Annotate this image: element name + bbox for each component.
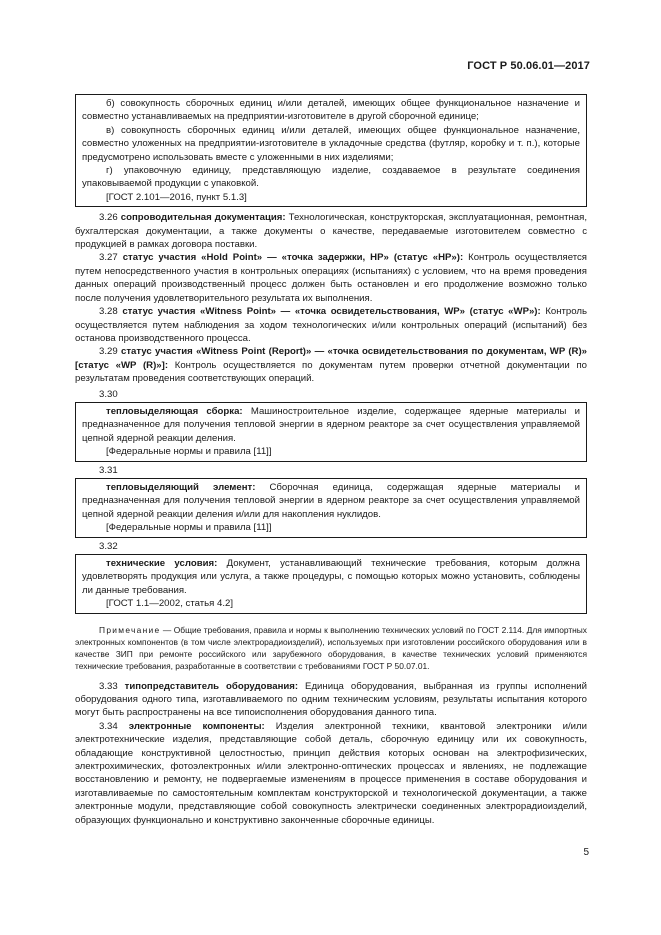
- definition-3-29: 3.29 статус участия «Witness Point (Report)» — «точка освидетельствования по документам, WP (R)» [статус «WP (R)»]: Контроль осуществляется по документам путем проверки отчетной документации по результатам проведения соответствующих операций.: [75, 346, 587, 385]
- term: тепловыделяющий элемент:: [106, 481, 256, 493]
- clause-number-3-32: 3.32: [99, 540, 118, 552]
- source-reference: [Федеральные нормы и правила [11]]: [106, 522, 272, 534]
- term: сопроводительная документация:: [120, 212, 286, 224]
- definition-box-3-32: [75, 554, 587, 614]
- clause-number-3-31: 3.31: [99, 464, 118, 476]
- source-reference: [Федеральные нормы и правила [11]]: [106, 446, 272, 458]
- definition-box-3-30: [75, 402, 587, 462]
- term: статус участия «Witness Point» — «точка освидетельствования, WP» (статус «WP»):: [122, 306, 541, 318]
- definition-3-26: 3.26 сопроводительная документация: Технологическая, конструкторская, эксплуатационная, ремонтная, бухгалтерская документации, а также документы о качестве, передаваемые изготовителем совместно с продукцией в рамках договора поставки.: [75, 212, 588, 251]
- note: Примечание — Общие требования, правила и нормы к выполнению технических условий по ГОСТ 2.114. Для импортных электронных компонентов (в том числе электрорадиоизделий), используемых при изготовлении российского оборудования или в качестве ЗИП при ремонте российского или зарубежного оборудования, в качестве технических условий применяются технические требования, разработанные в соответствии с требованиями ГОСТ Р 50.07.01.: [75, 624, 587, 671]
- list-item-v: в) совокупность сборочных единиц и/или деталей, имеющих общее функциональное назначение, совместно уложенных на предприятии-изготовителе в укладочные средства (футляр, коробку и т. п.), которые предусмотрено использовать вместе с уложенными в них изделиями;: [82, 124, 580, 163]
- definition-box-3-31: [75, 478, 587, 538]
- clause-number-3-30: 3.30: [99, 388, 118, 400]
- definition-3-27: 3.27 статус участия «Hold Point» — «точка задержки, HP» (статус «HP»): Контроль осуществляется путем непосредственного участия в контрольных операциях (испытаниях) с условием, что на время проведения данных операций производственный процесс должен быть остановлен и его продолжение возможно только после получения удовлетворительного результата их выполнения.: [75, 252, 587, 304]
- definition-text: тепловыделяющая сборка: Машиностроительное изделие, содержащее ядерные материалы и предназначенное для получения тепловой энергии в ядерном реакторе за счет осуществления управляемой цепной ядерной реакции деления.: [82, 405, 580, 444]
- term: электронные компоненты:: [128, 720, 265, 732]
- definition-continuation-box: [75, 94, 587, 207]
- term: типопредставитель оборудования:: [124, 680, 299, 692]
- term: статус участия «Witness Point (Report)» — «точка освидетельствования по документам, WP (R)» [статус «WP (R)»]:: [75, 346, 587, 371]
- note-label: Примечание: [99, 624, 161, 635]
- term: технические условия:: [106, 558, 218, 569]
- document-code-header: ГОСТ Р 50.06.01—2017: [467, 60, 590, 72]
- page-number: 5: [583, 847, 589, 858]
- definition-3-28: 3.28 статус участия «Witness Point» — «точка освидетельствования, WP» (статус «WP»): Контроль осуществляется путем наблюдения за ходом технологических и/или контрольных операций (испытаний) без останова производственного процесса.: [75, 306, 587, 344]
- term: статус участия «Hold Point» — «точка задержки, HP» (статус «HP»):: [122, 252, 464, 264]
- list-item-b: б) совокупность сборочных единиц и/или деталей, имеющих общее функциональное назначение и совместно устанавливаемых на предприятии-изготовителе в другой сборочной единице;: [82, 98, 580, 123]
- list-item-g: г) упаковочную единицу, представляющую изделие, создаваемое в результате соединения упаковываемой продукции с упаковкой.: [82, 165, 580, 190]
- source-reference: [ГОСТ 1.1—2002, статья 4.2]: [106, 598, 233, 610]
- definition-text: технические условия: Документ, устанавливающий технические требования, которым должна удовлетворять продукция или услуга, а также процедуры, с помощью которых можно установить, соблюдены ли данные требования.: [82, 558, 580, 596]
- term: тепловыделяющая сборка:: [106, 405, 243, 417]
- definition-3-34: 3.34 электронные компоненты: Изделия электронной техники, квантовой электроники и/или электротехнические изделия, представляющие собой деталь, сборочную единицу или их совокупность, обладающие конструктивной целостностью, принцип действия которых основан на электрофизических, электрохимических, фотоэлектронных и/или электронно-оптических процессах и явлениях, не подлежащие восстановлению и ремонту, не подвергаемые изменениям в процессе применения в составе оборудования и изготавливаемые по самостоятельным комплектам конструкторской и технологической документации, а также электронные модули, представляющие собой совокупность электрически соединенных электрорадиоизделий, образующих функционально и конструктивно законченные сборочные единицы.: [75, 720, 587, 826]
- definition-3-33: 3.33 типопредставитель оборудования: Единица оборудования, выбранная из группы исполнений оборудования одного типа, изготавливаемого по одним техническим условиям, результаты испытания которого могут быть распространены на все типоисполнения оборудования данного типа.: [75, 680, 588, 719]
- page-body: [75, 94, 587, 827]
- definition-text: тепловыделяющий элемент: Сборочная единица, содержащая ядерные материалы и предназначенная для получения тепловой энергии в ядерном реакторе за счет осуществления управляемой цепной ядерной реакции деления и/или для накопления нуклидов.: [82, 481, 580, 520]
- source-reference: [ГОСТ 2.101—2016, пункт 5.1.3]: [106, 191, 247, 203]
